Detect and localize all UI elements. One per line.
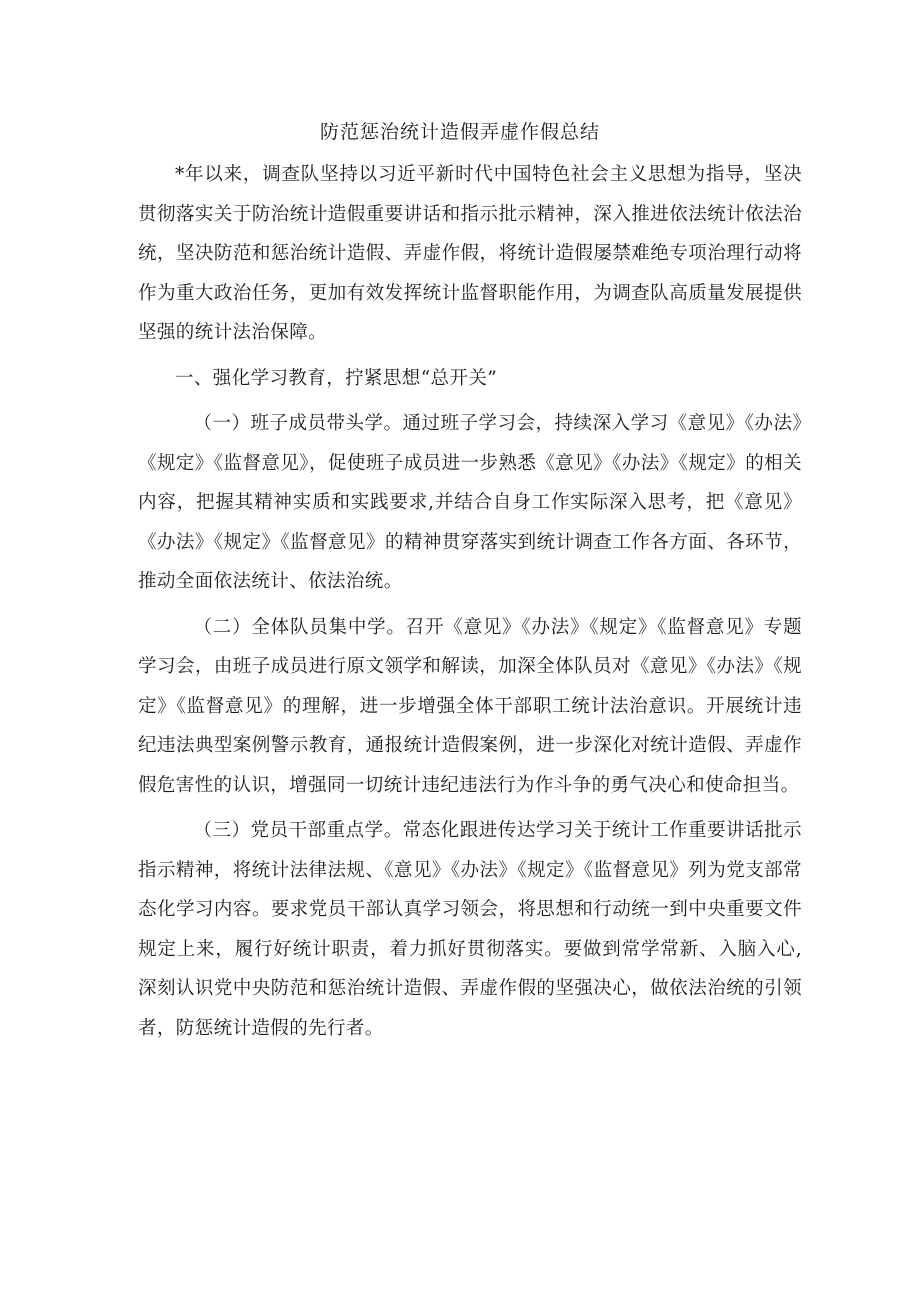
document-title: 防范惩治统计造假弄虚作假总结 (319, 121, 600, 143)
section-heading-1: 一、强化学习教育，拧紧思想“总开关” (175, 367, 498, 389)
subsection-paragraph-3: （三）党员干部重点学。常态化跟进传达学习关于统计工作重要讲话批示指示精神，将统计法律法规、《意见》《办法》《规定》《监督意见》列为党支部常态化学习内容。要求党员干部认真学习领会，将思想和行动统一到中央重要文件规定上来，履行好统计职责，着力抓好贯彻落实。要做到常学常新、入脑入心,深刻认识党中央防范和惩治统计造假、弄虚作假的坚强决心，做依法治统的引领者，防惩统计造假的先行者。 (138, 820, 802, 1039)
document-body (138, 155, 802, 1048)
intro-paragraph: *年以来，调查队坚持以习近平新时代中国特色社会主义思想为指导，坚决贯彻落实关于防治统计造假重要讲话和指示批示精神，深入推进依法统计依法治统，坚决防范和惩治统计造假、弄虚作假，将统计造假屡禁难绝专项治理行动将作为重大政治任务，更加有效发挥统计监督职能作用，为调查队高质量发展提供坚强的统计法治保障。 (138, 164, 802, 343)
subsection-paragraph-1: （一）班子成员带头学。通过班子学习会，持续深入学习《意见》《办法》《规定》《监督意见》，促使班子成员进一步熟悉《意见》《办法》《规定》的相关内容，把握其精神实质和实践要求,并结合自身工作实际深入思考，把《意见》《办法》《规定》《监督意见》的精神贯穿落实到统计调查工作各方面、各环节，推动全面依法统计、依法治统。 (138, 413, 802, 592)
subsection-paragraph-2: （二）全体队员集中学。召开《意见》《办法》《规定》《监督意见》专题学习会，由班子成员进行原文领学和解读，加深全体队员对《意见》《办法》《规定》《监督意见》的理解，进一步增强全体干部职工统计法治意识。开展统计违纪违法典型案例警示教育，通报统计造假案例，进一步深化对统计造假、弄虚作假危害性的认识，增强同一切统计违纪违法行为作斗争的勇气决心和使命担当。 (138, 616, 802, 796)
